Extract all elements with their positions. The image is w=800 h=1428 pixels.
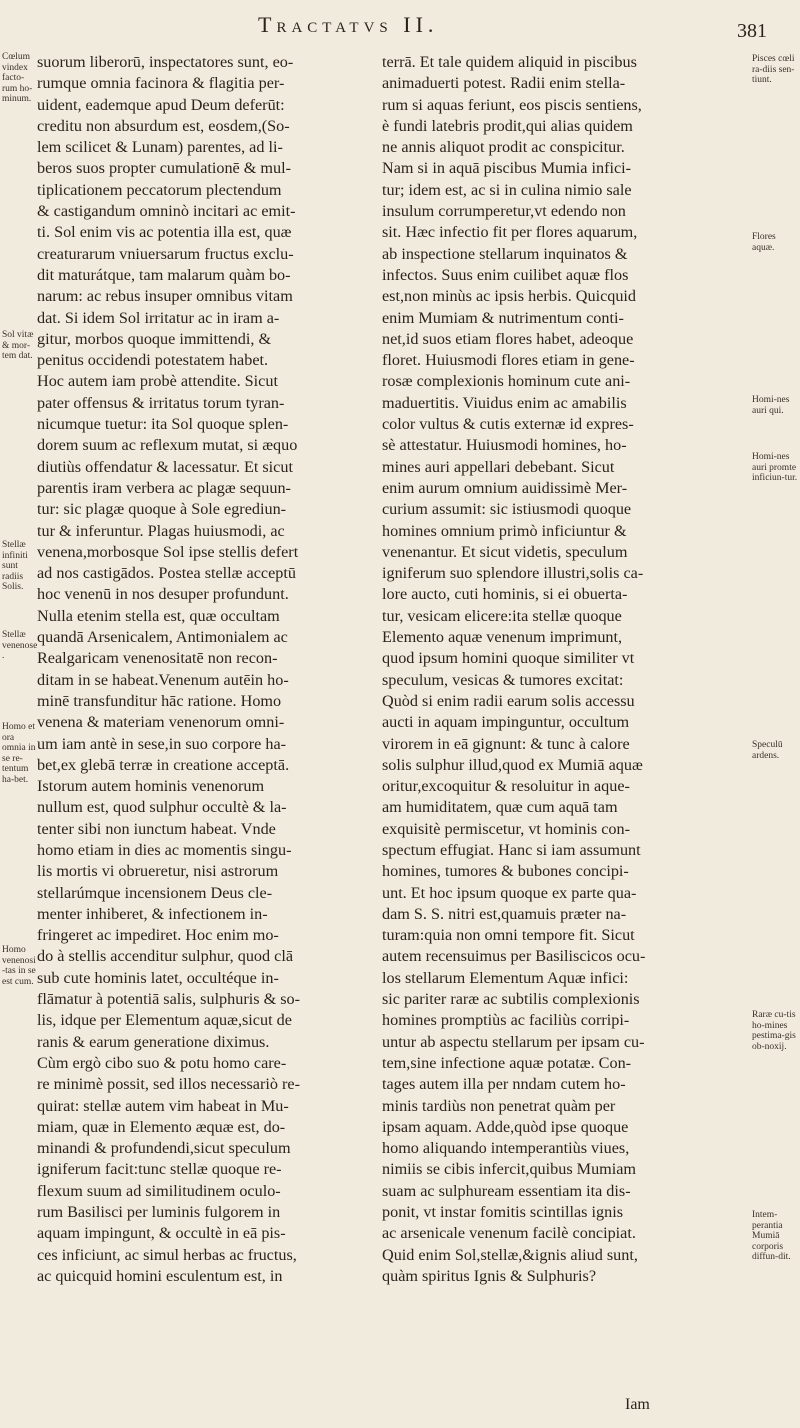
text-line: speculum, vesicas & tumores excitat: xyxy=(382,670,624,689)
text-line: aquam impingunt, & occultè in eā pis- xyxy=(37,1224,286,1243)
margin-note: Intem-perantia Mumiā corporis diffun-dit. xyxy=(752,1210,791,1262)
text-line: homines, tumores & bubones concipi- xyxy=(382,862,629,881)
margin-note: Raræ cu-tis ho-mines pestima-gis ob-noxij. xyxy=(752,1010,796,1052)
text-line: solis sulphur illud,quod ex Mumiā aquæ xyxy=(382,755,643,774)
text-line: uident, eademque apud Deum deferūt: xyxy=(37,95,285,114)
margin-note: Stellæ infiniti sunt radiis Solis. xyxy=(2,540,28,592)
text-line: sub cute hominis latet, occultéque in- xyxy=(37,968,279,987)
text-line: creditu non absurdum est, eosdem,(So- xyxy=(37,116,290,135)
text-line: tenter sibi non iunctum habeat. Vnde xyxy=(37,819,276,838)
text-line: maduertitis. Viuidus enim ac amabilis xyxy=(382,393,627,412)
margin-note: Stellæ venenose. xyxy=(2,630,38,661)
text-line: ab inspectione stellarum inquinatos & xyxy=(382,244,628,263)
text-line: color vultus & cutis externæ id expres- xyxy=(382,415,634,434)
page-number: 381 xyxy=(737,20,767,42)
text-line: rumque omnia facinora & flagitia per- xyxy=(37,74,285,93)
text-line: flāmatur à potentiā salis, sulphuris & so- xyxy=(37,990,300,1009)
text-line: tur, vesicam elicere:ita stellæ quoque xyxy=(382,606,622,625)
text-line: homines promptiùs ac faciliùs corripi- xyxy=(382,1011,630,1030)
text-line: bet,ex glebā terræ in creatione acceptā. xyxy=(37,755,290,774)
text-line: los stellarum Elementum Aquæ infici: xyxy=(382,968,629,987)
text-line: igniferum facit:tunc stellæ quoque re- xyxy=(37,1160,282,1179)
text-line: Hoc autem iam probè attendite. Sicut xyxy=(37,372,278,391)
text-line: virorem in eā gignunt: & tunc à calore xyxy=(382,734,630,753)
text-line: autem recensuimus per Basiliscicos ocu- xyxy=(382,947,646,966)
text-line: homo etiam in dies ac momentis singu- xyxy=(37,840,292,859)
text-line: menter inhiberet, & infectionem in- xyxy=(37,904,268,923)
text-line: fringeret ac impediret. Hoc enim mo- xyxy=(37,926,279,945)
text-line: Elemento aquæ venenum imprimunt, xyxy=(382,628,623,647)
text-line: rum Basilisci per luminis fulgorem in xyxy=(37,1203,281,1222)
left-text-column xyxy=(37,52,377,1287)
text-line: Cùm ergò cibo suo & potu homo care- xyxy=(37,1053,287,1072)
text-line: venenantur. Et sicut videtis, speculum xyxy=(382,542,628,561)
margin-note: Pisces cœli ra-diis sen-tiunt. xyxy=(752,54,795,85)
text-line: floret. Huiusmodi flores etiam in gene- xyxy=(382,351,635,370)
text-line: minis tardiùs non penetrat quàm per xyxy=(382,1096,616,1115)
text-line: gitur, morbos quoque immittendi, & xyxy=(37,329,272,348)
running-title: Tractatvs II. xyxy=(258,12,439,37)
text-line: lis, idque per Elementum aquæ,sicut de xyxy=(37,1011,292,1030)
text-line: tem,sine infectione aquæ potatæ. Con- xyxy=(382,1053,632,1072)
text-line: ipsam aquam. Adde,quòd ipse quoque xyxy=(382,1117,629,1136)
margin-note: Cœlum vindex facto-rum ho-minum. xyxy=(2,52,33,104)
text-line: dit maturátque, tam malarum quàm bo- xyxy=(37,265,291,284)
text-line: am humiditatem, quæ cum aquā tam xyxy=(382,798,618,817)
text-line: dat. Si idem Sol irritatur ac in iram a- xyxy=(37,308,280,327)
text-line: sic pariter raræ ac subtilis complexionis xyxy=(382,990,640,1009)
text-line: quandā Arsenicalem, Antimonialem ac xyxy=(37,628,288,647)
text-line: lis mortis vi obrueretur, nisi astrorum xyxy=(37,862,279,881)
text-line: quirat: stellæ autem vim habeat in Mu- xyxy=(37,1096,289,1115)
text-line: ti. Sol enim vis ac potentia illa est, quæ xyxy=(37,223,292,242)
margin-note: Flores aquæ. xyxy=(752,232,776,253)
text-line: sit. Hæc infectio fit per flores aquarum, xyxy=(382,223,638,242)
text-line: turam:quia non omni tempore fit. Sicut xyxy=(382,926,635,945)
text-line: Quid enim Sol,stellæ,&ignis aliud sunt, xyxy=(382,1245,638,1264)
catchword: Iam xyxy=(625,1396,650,1413)
text-line: homo aliquando intemperantiùs viues, xyxy=(382,1139,630,1158)
text-line: venena,morbosque Sol ipse stellis defert xyxy=(37,542,299,561)
text-line: lore aucto, cuti hominis, si ei obuerta- xyxy=(382,585,628,604)
text-line: mines auri appellari debebant. Sicut xyxy=(382,457,615,476)
text-line: ac arsenicale venenum facilè concipiat. xyxy=(382,1224,636,1243)
text-line: oritur,excoquitur & resoluitur in aque- xyxy=(382,777,630,796)
text-line: animaduerti potest. Radii enim stella- xyxy=(382,74,626,93)
text-line: beros suos propter cumulationē & mul- xyxy=(37,159,292,178)
text-line: minandi & profundendi,sicut speculum xyxy=(37,1139,291,1158)
text-line: infectos. Suus enim cuilibet aquæ flos xyxy=(382,265,629,284)
text-line: curium assumit: sic istiusmodi quoque xyxy=(382,500,632,519)
text-line: aucti in aquam impinguntur, occultum xyxy=(382,713,630,732)
text-line: tur & inferuntur. Plagas huiusmodi, ac xyxy=(37,521,285,540)
text-line: pater offensus & irritatus torum tyran- xyxy=(37,393,285,412)
margin-note: Homo et ora omnia in se re-tentum ha-bet. xyxy=(2,722,36,785)
text-line: flexum suum ad similitudinem oculo- xyxy=(37,1181,281,1200)
text-line: Nulla etenim stella est, quæ occultam xyxy=(37,606,280,625)
text-line: tur; idem est, ac si in culina nimio sale xyxy=(382,180,632,199)
right-text-column xyxy=(382,52,740,1287)
text-line: Quòd si enim radii earum solis accessu xyxy=(382,691,635,710)
text-line: net,id suos etiam flores habet, adeoque xyxy=(382,329,634,348)
text-line: terrā. Et tale quidem aliquid in piscibus xyxy=(382,53,637,71)
text-line: ranis & earum generatione diximus. xyxy=(37,1032,270,1051)
text-line: miam, quæ in Elemento æquæ est, do- xyxy=(37,1117,286,1136)
text-line: um iam antè in sese,in suo corpore ha- xyxy=(37,734,287,753)
text-line: ac quicquid homini esculentum est, in xyxy=(37,1266,283,1285)
text-line: è fundi latebris prodit,qui alias quidem xyxy=(382,116,633,135)
text-line: rum si aquas feriunt, eos piscis sentiens, xyxy=(382,95,642,114)
text-line: suam ac sulphuream essentiam ita dis- xyxy=(382,1181,631,1200)
text-line: nicumque tuetur: ita Sol quoque splen- xyxy=(37,415,289,434)
text-line: enim aurum omnium auidissimè Mer- xyxy=(382,478,628,497)
text-line: ne annis aliquot prodit ac conspicitur. xyxy=(382,138,625,157)
margin-note: Homi-nes auri promte inficiun-tur. xyxy=(752,452,798,483)
text-line: diutiùs offendatur & lacessatur. Et sicut xyxy=(37,457,293,476)
text-line: ad nos castigādos. Postea stellæ acceptū xyxy=(37,564,296,583)
text-line: exquisitè permiscetur, vt hominis con- xyxy=(382,819,630,838)
text-line: dam S. S. nitri est,quamuis præter na- xyxy=(382,904,627,923)
text-line: hoc venenū in nos desuper profundunt. xyxy=(37,585,289,604)
text-line: narum: ac rebus insuper omnibus vitam xyxy=(37,287,293,306)
text-line: rosæ complexionis hominum cute ani- xyxy=(382,372,631,391)
text-line: enim Mumiam & nutrimentum conti- xyxy=(382,308,624,327)
text-line: stellarúmque incensionem Deus cle- xyxy=(37,883,273,902)
text-line: ces inficiunt, ac simul herbas ac fructus, xyxy=(37,1245,297,1264)
text-line: venena & materiam venenorum omni- xyxy=(37,713,285,732)
text-line: minē transfunditur hāc ratione. Homo xyxy=(37,691,282,710)
text-line: Istorum autem hominis venenorum xyxy=(37,777,265,796)
text-line: dorem suum ac reflexum mutat, si æquo xyxy=(37,436,298,455)
text-line: tages autem illa per nndam cutem ho- xyxy=(382,1075,626,1094)
text-line: quàm spiritus Ignis & Sulphuris? xyxy=(382,1266,597,1285)
text-line: igniferum suo splendore illustri,solis ca- xyxy=(382,564,644,583)
text-line: nimiis se cibis infercit,quibus Mumiam xyxy=(382,1160,637,1179)
text-line: creaturarum vniuersarum fructus exclu- xyxy=(37,244,294,263)
text-line: suorum liberorū, inspectatores sunt, eo- xyxy=(37,53,294,71)
text-line: est,non minùs ac ipsis herbis. Quicquid xyxy=(382,287,637,306)
margin-note: Speculū ardens. xyxy=(752,740,783,761)
margin-note: Homi-nes auri qui. xyxy=(752,395,790,416)
text-line: nullum est, quod sulphur occultè & la- xyxy=(37,798,287,817)
text-line: do à stellis accenditur sulphur, quod clā xyxy=(37,947,294,966)
text-line: Realgaricam venenositatē non recon- xyxy=(37,649,278,668)
margin-note: Homo venenosi-tas in se est cum. xyxy=(2,945,36,987)
text-line: tur: sic plagæ quoque à Sole egrediun- xyxy=(37,500,287,519)
text-line: parentis iram verbera ac plagæ sequun- xyxy=(37,478,291,497)
text-line: ditam in se habeat.Venenum autēin ho- xyxy=(37,670,289,689)
text-line: Nam si in aquā piscibus Mumia infici- xyxy=(382,159,632,178)
text-line: re minimè possit, sed illos necessariò re- xyxy=(37,1075,300,1094)
text-line: unt. Et hoc ipsum quoque ex parte qua- xyxy=(382,883,637,902)
text-line: ponit, vt instar fomitis scintillas ignis xyxy=(382,1203,624,1222)
text-line: insulum corrumperetur,vt edendo non xyxy=(382,202,626,221)
text-line: lem scilicet & Lunam) parentes, ad li- xyxy=(37,138,283,157)
text-line: quod ipsum homini quoque similiter vt xyxy=(382,649,635,668)
margin-note: Sol vitæ & mor-tem dat. xyxy=(2,330,34,361)
page-header xyxy=(0,8,800,48)
text-line: & castigandum omninò incitari ac emit- xyxy=(37,202,296,221)
text-line: homines omnium primò inficiuntur & xyxy=(382,521,627,540)
text-line: spectum effugiat. Hanc si iam assumunt xyxy=(382,840,641,859)
text-line: sè attestatur. Huiusmodi homines, ho- xyxy=(382,436,627,455)
text-line: untur ab aspectu stellarum per ipsam cu- xyxy=(382,1032,645,1051)
text-line: penitus occidendi potestatem habet. xyxy=(37,351,269,370)
text-line: tiplicationem peccatorum plectendum xyxy=(37,180,282,199)
